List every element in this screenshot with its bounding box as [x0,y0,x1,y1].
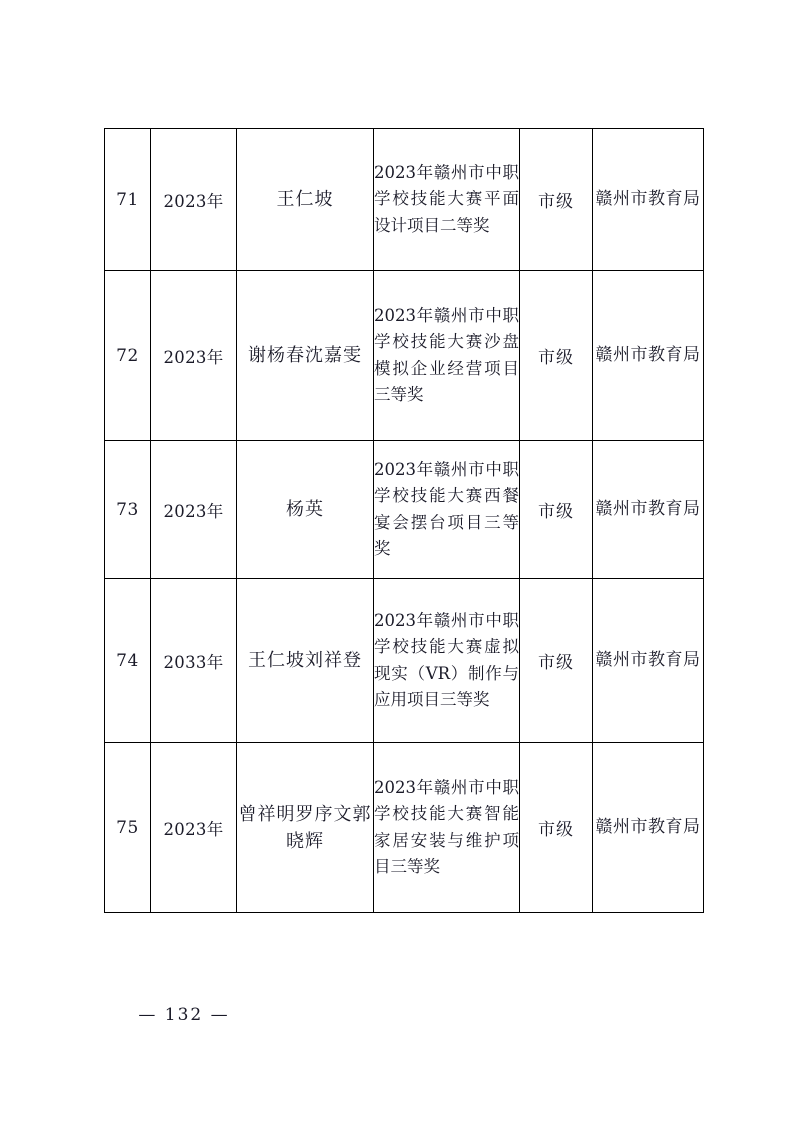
row-year-cell: 2023年 [151,271,237,441]
row-index-cell: 75 [105,743,151,913]
row-award-cell: 2023年赣州市中职学校技能大赛西餐宴会摆台项目三等奖 [374,441,520,579]
row-level-cell: 市级 [520,129,593,271]
table-row [105,743,704,913]
row-names-cell: 王仁坡刘祥登 [237,579,374,743]
table-row [105,579,704,743]
row-issuer-cell: 赣州市教育局 [593,579,704,743]
award-records-table [104,128,704,913]
row-level-cell: 市级 [520,579,593,743]
table-row [105,129,704,271]
row-year-cell: 2023年 [151,129,237,271]
row-names-cell: 王仁坡 [237,129,374,271]
row-names-cell: 曾祥明罗序文郭晓辉 [237,743,374,913]
row-names-cell: 谢杨春沈嘉雯 [237,271,374,441]
award-records-body [105,129,704,913]
page-number: — 132 — [138,1005,230,1025]
row-level-cell: 市级 [520,271,593,441]
row-issuer-cell: 赣州市教育局 [593,271,704,441]
row-index-cell: 72 [105,271,151,441]
row-level-cell: 市级 [520,441,593,579]
row-award-cell: 2023年赣州市中职学校技能大赛沙盘模拟企业经营项目三等奖 [374,271,520,441]
row-issuer-cell: 赣州市教育局 [593,129,704,271]
row-issuer-cell: 赣州市教育局 [593,441,704,579]
row-issuer-cell: 赣州市教育局 [593,743,704,913]
row-award-cell: 2023年赣州市中职学校技能大赛平面设计项目二等奖 [374,129,520,271]
row-year-cell: 2023年 [151,743,237,913]
row-award-cell: 2023年赣州市中职学校技能大赛虚拟现实（VR）制作与应用项目三等奖 [374,579,520,743]
row-year-cell: 2023年 [151,441,237,579]
table-row [105,441,704,579]
row-index-cell: 74 [105,579,151,743]
row-level-cell: 市级 [520,743,593,913]
row-index-cell: 71 [105,129,151,271]
table-row [105,271,704,441]
row-year-cell: 2033年 [151,579,237,743]
row-names-cell: 杨英 [237,441,374,579]
row-award-cell: 2023年赣州市中职学校技能大赛智能家居安装与维护项目三等奖 [374,743,520,913]
row-index-cell: 73 [105,441,151,579]
